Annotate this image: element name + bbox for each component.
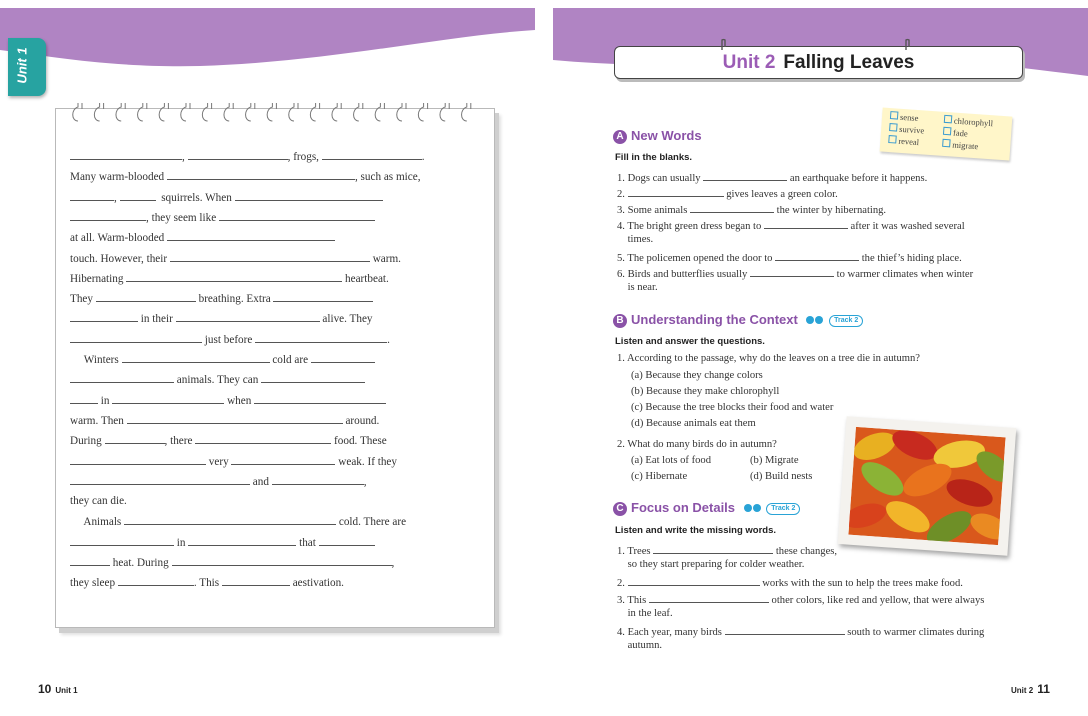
spiral-ring bbox=[159, 103, 168, 121]
line-text: to warmer climates when winter bbox=[834, 269, 974, 280]
line-text: they can die. bbox=[70, 495, 127, 508]
left-page bbox=[0, 0, 535, 716]
line-text: heartbeat. bbox=[342, 272, 389, 285]
left-page-footer bbox=[38, 682, 78, 696]
spiral-ring bbox=[181, 103, 190, 121]
checkbox-icon bbox=[942, 139, 951, 148]
fill-in-blank[interactable] bbox=[703, 168, 787, 181]
fill-in-blank[interactable] bbox=[311, 350, 375, 363]
footer-unit-label: Unit 1 bbox=[55, 686, 78, 695]
exercise-line bbox=[617, 622, 984, 641]
line-text: around. bbox=[342, 414, 380, 427]
line-text: 1. Dogs can usually bbox=[617, 173, 704, 184]
fill-in-blank[interactable] bbox=[653, 541, 773, 554]
line-text: . bbox=[387, 333, 390, 346]
word-option: fade bbox=[952, 127, 969, 139]
line-text: 1. Trees bbox=[617, 546, 654, 557]
line-text: in the leaf. bbox=[617, 607, 673, 619]
section-c-title: Focus on Details bbox=[631, 500, 736, 515]
section-b-instruction: Listen and answer the questions. bbox=[615, 336, 765, 347]
line-text: , such as mice, bbox=[354, 171, 421, 184]
line-text: in bbox=[98, 394, 113, 407]
answer-option[interactable]: (d) Because animals eat them bbox=[631, 418, 756, 429]
spiral-ring bbox=[73, 103, 82, 121]
fill-in-blank[interactable] bbox=[70, 452, 206, 465]
fill-in-blank[interactable] bbox=[124, 512, 336, 525]
line-text: when bbox=[224, 394, 255, 407]
line-text: Animals bbox=[70, 516, 125, 529]
spiral-ring bbox=[138, 103, 147, 121]
notepad bbox=[55, 108, 495, 628]
line-text: 4. Each year, many birds bbox=[617, 627, 725, 638]
question-2: 2. What do many birds do in autumn? bbox=[617, 439, 777, 450]
fill-in-blank[interactable] bbox=[272, 472, 364, 485]
line-text: During bbox=[70, 435, 105, 448]
fill-in-blank[interactable] bbox=[167, 228, 335, 241]
notepad-line bbox=[70, 472, 486, 491]
spiral-ring bbox=[462, 103, 471, 121]
spiral-ring bbox=[310, 103, 319, 121]
line-text: other colors, like red and yellow, that were always bbox=[768, 594, 985, 606]
page-number: 11 bbox=[1037, 682, 1050, 696]
footer-unit-label: Unit 2 bbox=[1011, 686, 1034, 695]
line-text: works with the sun to help the trees make food. bbox=[759, 578, 963, 590]
line-text: Hibernating bbox=[70, 272, 127, 285]
headphones-icon bbox=[805, 313, 825, 325]
notepad-line bbox=[70, 188, 486, 207]
fill-in-blank[interactable] bbox=[70, 533, 174, 546]
fill-in-blank[interactable] bbox=[70, 147, 182, 160]
fill-in-blank[interactable] bbox=[273, 289, 373, 302]
checkbox-icon bbox=[888, 135, 897, 144]
spiral-ring bbox=[289, 103, 298, 121]
notepad-line bbox=[70, 370, 486, 389]
notepad-line bbox=[70, 492, 486, 511]
line-text: they sleep bbox=[70, 577, 118, 590]
line-text: just before bbox=[202, 333, 256, 346]
exercise-line bbox=[617, 216, 965, 235]
line-text: touch. However, their bbox=[70, 252, 170, 265]
fill-in-blank[interactable] bbox=[319, 533, 375, 546]
headphones-icon bbox=[743, 501, 763, 513]
word-option: sense bbox=[899, 111, 919, 124]
word-box bbox=[880, 108, 1013, 161]
line-text: 3. This bbox=[617, 594, 649, 606]
fill-in-blank[interactable] bbox=[231, 452, 335, 465]
line-text: warm. Then bbox=[70, 414, 127, 427]
unit-title: Falling Leaves bbox=[783, 52, 915, 73]
answer-option[interactable]: (a) Because they change colors bbox=[631, 370, 763, 381]
fill-in-blank[interactable] bbox=[775, 248, 859, 261]
exercise-line bbox=[617, 638, 662, 654]
spiral-ring bbox=[246, 103, 255, 121]
autumn-leaves-photo bbox=[838, 416, 1017, 556]
line-text: gives leaves a green color. bbox=[723, 189, 838, 200]
right-page bbox=[553, 0, 1088, 716]
checkbox-icon bbox=[889, 123, 898, 132]
line-text: 5. The policemen opened the door to bbox=[617, 253, 776, 264]
line-text: , bbox=[114, 191, 120, 204]
spiral-ring bbox=[224, 103, 233, 121]
answer-option[interactable]: (a) Eat lots of food bbox=[631, 455, 712, 466]
fill-in-blank[interactable] bbox=[750, 264, 834, 277]
paper-clip-icon bbox=[901, 37, 911, 51]
line-text: food. These bbox=[331, 435, 387, 448]
line-text: so they start preparing for colder weather. bbox=[617, 559, 805, 571]
spiral-rings bbox=[56, 101, 494, 129]
section-b-title: Understanding the Context bbox=[631, 312, 798, 327]
answer-option[interactable]: (c) Hibernate bbox=[631, 471, 688, 482]
fill-in-blank[interactable] bbox=[254, 391, 386, 404]
answer-option[interactable]: (c) Because the tree blocks their food and water bbox=[631, 402, 834, 413]
notepad-line bbox=[70, 228, 486, 247]
line-text: 2. bbox=[617, 189, 628, 200]
line-text: cold. There are bbox=[336, 516, 407, 529]
line-text: , bbox=[363, 475, 367, 488]
line-text: cold are bbox=[269, 354, 311, 366]
notepad-line bbox=[70, 533, 486, 552]
section-a-badge: A bbox=[613, 130, 627, 144]
fill-in-blank[interactable] bbox=[188, 533, 296, 546]
autumn-leaves-image bbox=[848, 427, 1005, 545]
line-text: warm. bbox=[369, 252, 401, 265]
line-text: an earthquake before it happens. bbox=[787, 173, 928, 184]
fill-in-blank[interactable] bbox=[120, 188, 156, 201]
line-text: weak. If they bbox=[335, 455, 397, 468]
line-text: They bbox=[70, 293, 96, 306]
fill-in-blank[interactable] bbox=[195, 431, 331, 444]
exercise-line bbox=[617, 606, 673, 622]
line-text: 6. Birds and butterflies usually bbox=[617, 269, 750, 280]
fill-in-blank[interactable] bbox=[118, 573, 194, 586]
fill-in-blank[interactable] bbox=[649, 590, 769, 603]
line-text: 2. bbox=[617, 578, 628, 590]
line-text: after it was washed several bbox=[847, 221, 965, 232]
fill-in-blank[interactable] bbox=[172, 553, 392, 566]
fill-in-blank[interactable] bbox=[96, 289, 196, 302]
right-page-footer bbox=[1011, 682, 1050, 696]
line-text: , frogs, bbox=[287, 151, 322, 163]
question-1: 1. According to the passage, why do the leaves on a tree die in autumn? bbox=[617, 353, 921, 364]
line-text: animals. They can bbox=[174, 374, 262, 387]
line-text: the thief’s hiding place. bbox=[859, 253, 962, 264]
line-text: times. bbox=[617, 234, 654, 245]
line-text: very bbox=[206, 455, 232, 468]
line-text: and bbox=[250, 475, 272, 488]
notepad-line bbox=[70, 573, 486, 592]
fill-in-blank[interactable] bbox=[255, 330, 387, 343]
notepad-line bbox=[70, 431, 486, 450]
notepad-line bbox=[70, 391, 486, 410]
page-gutter bbox=[535, 0, 553, 716]
fill-in-blank[interactable] bbox=[127, 411, 343, 424]
notepad-line bbox=[70, 269, 486, 288]
section-b-heading bbox=[613, 312, 863, 328]
word-option: reveal bbox=[898, 135, 920, 148]
spiral-ring bbox=[202, 103, 211, 121]
line-text: . This bbox=[193, 577, 222, 590]
line-text: south to warmer climates during bbox=[844, 627, 985, 638]
line-text: Many warm-blooded bbox=[70, 171, 167, 184]
line-text: 3. Some animals bbox=[617, 205, 690, 216]
line-text: these changes, bbox=[773, 546, 838, 557]
fill-in-blank[interactable] bbox=[725, 622, 845, 635]
fill-in-blank[interactable] bbox=[105, 431, 165, 444]
fill-in-blank[interactable] bbox=[70, 309, 138, 322]
notepad-line bbox=[70, 330, 486, 349]
fill-in-blank[interactable] bbox=[222, 573, 290, 586]
unit-tab bbox=[8, 38, 46, 96]
spiral-ring bbox=[267, 103, 276, 121]
spiral-ring bbox=[94, 103, 103, 121]
line-text: , there bbox=[164, 435, 196, 448]
notepad-line bbox=[70, 249, 486, 268]
fill-in-blank[interactable] bbox=[70, 391, 98, 404]
checkbox-icon bbox=[890, 111, 899, 120]
track-badge[interactable]: Track 2 bbox=[829, 315, 863, 327]
fill-in-blank[interactable] bbox=[235, 188, 383, 201]
section-c-heading bbox=[613, 500, 800, 516]
notepad-line bbox=[70, 553, 486, 572]
fill-in-blank[interactable] bbox=[322, 147, 422, 160]
fill-in-blank[interactable] bbox=[122, 350, 270, 363]
notepad-line bbox=[70, 208, 486, 227]
paper-clip-icon bbox=[717, 37, 727, 51]
notepad-line bbox=[70, 411, 486, 430]
line-text: , they seem like bbox=[146, 211, 220, 224]
section-c-instruction: Listen and write the missing words. bbox=[615, 525, 776, 536]
fill-in-blank[interactable] bbox=[764, 216, 848, 229]
unit-number: Unit 2 bbox=[722, 52, 776, 73]
word-option: migrate bbox=[951, 139, 979, 152]
spiral-ring bbox=[397, 103, 406, 121]
fill-in-blank[interactable] bbox=[690, 200, 774, 213]
fill-in-blank[interactable] bbox=[170, 249, 370, 262]
fill-in-blank[interactable] bbox=[70, 370, 174, 383]
spiral-ring bbox=[354, 103, 363, 121]
line-text: is near. bbox=[617, 282, 658, 293]
fill-in-blank[interactable] bbox=[112, 391, 224, 404]
notepad-line bbox=[70, 350, 486, 369]
checkbox-icon bbox=[943, 127, 952, 136]
section-a-heading bbox=[613, 128, 702, 144]
line-text: in their bbox=[138, 313, 176, 326]
line-text: breathing. Extra bbox=[195, 293, 274, 306]
fill-in-blank[interactable] bbox=[167, 167, 355, 180]
spiral-ring bbox=[418, 103, 427, 121]
notepad-line bbox=[70, 147, 486, 166]
spiral-ring bbox=[440, 103, 449, 121]
fill-in-blank[interactable] bbox=[219, 208, 375, 221]
exercise-line bbox=[617, 264, 973, 283]
exercise-line bbox=[617, 280, 658, 296]
section-a-title: New Words bbox=[631, 128, 702, 143]
line-text: , bbox=[391, 557, 395, 569]
answer-option[interactable]: (d) Build nests bbox=[750, 471, 813, 482]
fill-in-blank[interactable] bbox=[628, 573, 760, 586]
word-option: chlorophyll bbox=[953, 115, 994, 129]
fill-in-blank[interactable] bbox=[126, 269, 342, 282]
purple-header-band bbox=[0, 0, 535, 80]
fill-in-blank[interactable] bbox=[70, 188, 114, 201]
exercise-line bbox=[617, 232, 653, 248]
exercise-line bbox=[617, 557, 804, 573]
fill-in-blank[interactable] bbox=[188, 147, 288, 160]
notepad-line bbox=[70, 289, 486, 308]
spiral-ring bbox=[375, 103, 384, 121]
section-c-badge: C bbox=[613, 502, 627, 516]
line-text: . bbox=[421, 151, 425, 163]
line-text: that bbox=[296, 536, 319, 549]
page-number: 10 bbox=[38, 682, 52, 696]
notepad-line bbox=[70, 512, 486, 531]
section-b-badge: B bbox=[613, 314, 627, 328]
section-a-instruction: Fill in the blanks. bbox=[615, 152, 693, 163]
line-text: aestivation. bbox=[289, 577, 344, 590]
line-text: , bbox=[182, 151, 188, 163]
unit-title-box bbox=[614, 46, 1023, 79]
fill-in-blank[interactable] bbox=[70, 330, 202, 343]
checkbox-icon bbox=[944, 115, 953, 124]
answer-option[interactable]: (b) Migrate bbox=[750, 455, 799, 466]
fill-in-blank[interactable] bbox=[261, 370, 365, 383]
track-badge[interactable]: Track 2 bbox=[766, 503, 800, 515]
line-text: Winters bbox=[70, 354, 122, 366]
line-text: heat. During bbox=[110, 557, 172, 569]
line-text: autumn. bbox=[617, 640, 663, 652]
fill-in-blank[interactable] bbox=[176, 309, 320, 322]
line-text: at all. Warm-blooded bbox=[70, 232, 168, 245]
unit-tab-label: Unit 1 bbox=[14, 47, 30, 84]
fill-in-blank[interactable] bbox=[70, 472, 250, 485]
line-text: alive. They bbox=[319, 313, 373, 326]
notepad-line bbox=[70, 167, 486, 186]
spiral-ring bbox=[116, 103, 125, 121]
line-text: 4. The bright green dress began to bbox=[617, 221, 764, 232]
notepad-line bbox=[70, 309, 486, 328]
spiral-ring bbox=[332, 103, 341, 121]
notepad-line bbox=[70, 452, 486, 471]
word-option: survive bbox=[898, 123, 925, 136]
answer-option[interactable]: (b) Because they make chlorophyll bbox=[631, 386, 780, 397]
line-text: in bbox=[174, 536, 189, 549]
fill-in-blank[interactable] bbox=[628, 184, 724, 197]
fill-in-blank[interactable] bbox=[70, 553, 110, 566]
line-text: squirrels. When bbox=[155, 191, 235, 204]
fill-in-blank[interactable] bbox=[70, 208, 146, 221]
line-text: the winter by hibernating. bbox=[773, 205, 887, 216]
